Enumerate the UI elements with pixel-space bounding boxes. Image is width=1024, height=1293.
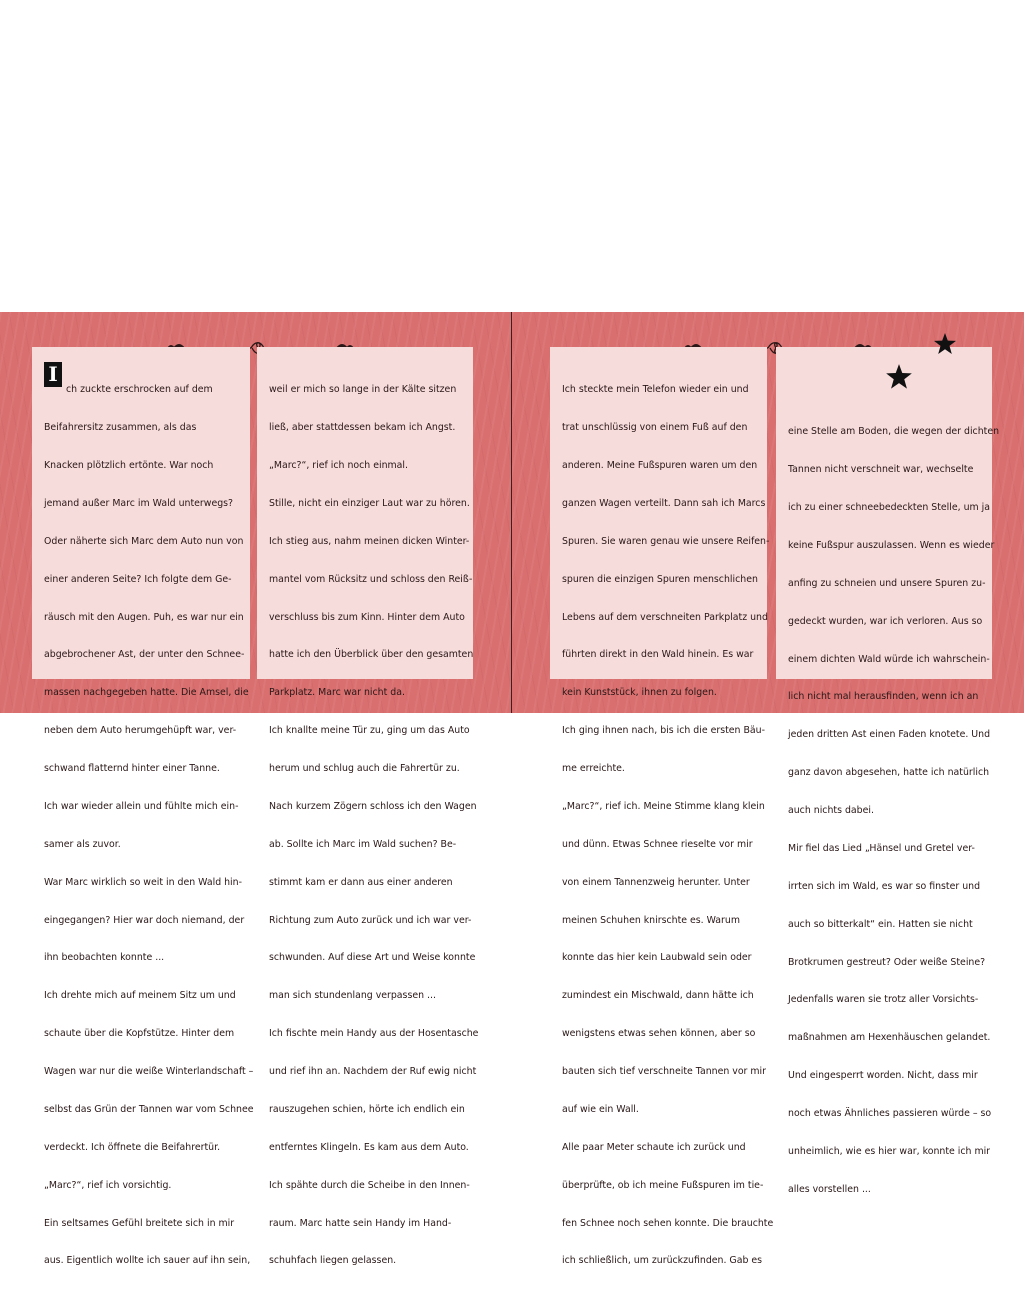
text-line: ließ, aber stattdessen bekam ich Angst. — [269, 422, 456, 434]
text-line: meinen Schuhen knirschte es. Warum — [562, 914, 740, 926]
text-line: verdeckt. Ich öffnete die Beifahrertür. — [44, 1141, 221, 1153]
text-line: irrten sich im Wald, es war so finster und — [788, 880, 981, 892]
text-line: konnte das hier kein Laubwald sein oder — [562, 952, 752, 964]
text-line: Jedenfalls waren sie trotz aller Vorsichts- — [788, 994, 979, 1006]
text-line: Ich war wieder allein und fühlte mich ein- — [44, 800, 239, 812]
text-line: schwunden. Auf diese Art und Weise konnte — [269, 952, 476, 964]
text-line: man sich stundenlang verpassen ... — [269, 990, 436, 1002]
text-line: Beifahrersitz zusammen, als das — [44, 422, 197, 434]
text-line: Ich ging ihnen nach, bis ich die ersten Bäu- — [562, 725, 765, 737]
text-line: Alle paar Meter schaute ich zurück und — [562, 1141, 746, 1153]
text-line: eine Stelle am Boden, die wegen der dichten — [788, 426, 1000, 438]
text-line: schuhfach liegen gelassen. — [269, 1255, 397, 1267]
text-line: und dünn. Etwas Schnee rieselte vor mir — [562, 838, 753, 850]
text-line: noch etwas Ähnliches passieren würde – so — [788, 1108, 992, 1119]
text-column — [562, 359, 774, 1293]
text-line: ganzen Wagen verteilt. Dann sah ich Marcs — [562, 497, 766, 509]
text-line: neben dem Auto herumgehüpft war, ver- — [44, 725, 237, 737]
text-line: entferntes Klingeln. Es kam aus dem Auto. — [269, 1141, 469, 1153]
text-line: herum und schlug auch die Fahrertür zu. — [269, 763, 460, 774]
text-line: Spuren. Sie waren genau wie unsere Reifen- — [562, 535, 770, 547]
text-line: auf wie ein Wall. — [562, 1103, 639, 1115]
text-line: Mir fiel das Lied „Hänsel und Gretel ver- — [788, 842, 975, 854]
text-line: kein Kunststück, ihnen zu folgen. — [562, 687, 717, 699]
text-line: me erreichte. — [562, 763, 625, 774]
text-line: eingegangen? Hier war doch niemand, der — [44, 914, 245, 926]
text-line: trat unschlüssig von einem Fuß auf den — [562, 422, 748, 434]
drop-cap: I — [44, 362, 62, 387]
right-page — [512, 312, 1024, 1267]
text-line: Richtung zum Auto zurück und ich war ver- — [269, 914, 472, 926]
text-line: keine Fußspur auszulassen. Wenn es wieder — [788, 539, 995, 551]
text-line: unheimlich, wie es hier war, konnte ich mir — [788, 1145, 991, 1157]
text-line: mantel vom Rücksitz und schloss den Reiß- — [269, 573, 473, 585]
book-spread — [0, 312, 1024, 1267]
text-line: rauszugehen schien, hörte ich endlich ein — [269, 1103, 465, 1115]
text-line: spuren die einzigen Spuren menschlichen — [562, 573, 758, 585]
text-line: „Marc?“, rief ich vorsichtig. — [44, 1179, 172, 1191]
text-line: hatte ich den Überblick über den gesamten — [269, 649, 474, 661]
text-line: von einem Tannenzweig herunter. Unter — [562, 876, 750, 888]
text-box-right-2 — [776, 347, 1000, 1195]
text-line: Ich spähte durch die Scheibe in den Innen- — [269, 1179, 470, 1191]
text-line: und rief ihn an. Nachdem der Ruf ewig nicht — [269, 1066, 477, 1077]
text-line: bauten sich tief verschneite Tannen vor mir — [562, 1066, 766, 1077]
text-line: Parkplatz. Marc war nicht da. — [269, 687, 405, 699]
text-line: ab. Sollte ich Marc im Wald suchen? Be- — [269, 838, 457, 850]
text-line: Brotkrumen gestreut? Oder weiße Steine? — [788, 956, 986, 968]
text-line: jeden dritten Ast einen Faden knotete. Und — [788, 729, 991, 741]
text-line: jemand außer Marc im Wald unterwegs? — [44, 497, 234, 509]
text-line: ch zuckte erschrocken auf dem — [66, 384, 213, 396]
text-line: samer als zuvor. — [44, 838, 121, 850]
text-line: Wagen war nur die weiße Winterlandschaft – — [44, 1066, 254, 1077]
text-line: schaute über die Kopfstütze. Hinter dem — [44, 1028, 235, 1040]
text-line: lich nicht mal herausfinden, wenn ich an — [788, 691, 979, 703]
text-line: stimmt kam er dann aus einer anderen — [269, 876, 453, 888]
text-line: raum. Marc hatte sein Handy im Hand- — [269, 1217, 452, 1229]
text-line: Knacken plötzlich ertönte. War noch — [44, 460, 214, 471]
star-icon — [933, 332, 957, 356]
text-line: ihn beobachten konnte ... — [44, 952, 165, 964]
text-box-left-2 — [257, 347, 479, 1267]
text-line: einer anderen Seite? Ich folgte dem Ge- — [44, 573, 232, 585]
text-line: Ein seltsames Gefühl breitete sich in mir — [44, 1217, 235, 1229]
text-line: War Marc wirklich so weit in den Wald hin- — [44, 876, 242, 888]
text-line: auch nichts dabei. — [788, 805, 874, 816]
text-line: Ich drehte mich auf meinem Sitz um und — [44, 990, 236, 1002]
text-line: auch so bitterkalt“ ein. Hatten sie nicht — [788, 918, 973, 930]
text-line: schwand flatternd hinter einer Tanne. — [44, 763, 220, 774]
text-line: alles vorstellen ... — [788, 1183, 871, 1195]
text-line: Tannen nicht verschneit war, wechselte — [788, 464, 974, 476]
text-line: „Marc?“, rief ich. Meine Stimme klang klein — [562, 800, 765, 812]
text-column — [44, 359, 254, 1293]
text-line: Oder näherte sich Marc dem Auto nun von — [44, 535, 244, 547]
text-line: gedeckt wurden, war ich verloren. Aus so — [788, 615, 983, 627]
text-line: ich zu einer schneebedeckten Stelle, um ja — [788, 502, 991, 513]
text-line: anfing zu schneien und unsere Spuren zu- — [788, 577, 986, 589]
text-line: Ich steckte mein Telefon wieder ein und — [562, 384, 749, 396]
text-line: wenigstens etwas sehen können, aber so — [562, 1028, 756, 1040]
text-line: Ich knallte meine Tür zu, ging um das Auto — [269, 725, 470, 737]
text-line: ganz davon abgesehen, hatte ich natürlich — [788, 767, 990, 779]
star-icon — [885, 363, 913, 391]
text-line: überprüfte, ob ich meine Fußspuren im tie- — [562, 1179, 764, 1191]
text-line: zumindest ein Mischwald, dann hätte ich — [562, 990, 754, 1002]
text-line: Lebens auf dem verschneiten Parkplatz und — [562, 611, 768, 623]
text-line: selbst das Grün der Tannen war vom Schnee — [44, 1103, 254, 1115]
text-line: maßnahmen am Hexenhäuschen gelandet. — [788, 1032, 991, 1044]
text-line: Ich stieg aus, nahm meinen dicken Winter- — [269, 535, 470, 547]
text-box-left-1 — [32, 347, 254, 1267]
text-line: Stille, nicht ein einziger Laut war zu hören. — [269, 497, 470, 509]
text-column — [788, 401, 1000, 1222]
text-line: Nach kurzem Zögern schloss ich den Wagen — [269, 800, 477, 812]
text-line: führten direkt in den Wald hinein. Es war — [562, 649, 754, 661]
text-line: „Marc?“, rief ich noch einmal. — [269, 460, 409, 471]
left-page — [0, 312, 512, 1267]
text-line: abgebrochener Ast, der unter den Schnee- — [44, 649, 245, 661]
text-line: Und eingesperrt worden. Nicht, dass mir — [788, 1070, 978, 1082]
text-line: aus. Eigentlich wollte ich sauer auf ihn sein, — [44, 1255, 251, 1267]
text-line: Ich fischte mein Handy aus der Hosentasche — [269, 1028, 479, 1040]
text-column — [269, 359, 479, 1293]
text-line: fen Schnee noch sehen konnte. Die brauchte — [562, 1217, 774, 1229]
text-line: räusch mit den Augen. Puh, es war nur ein — [44, 611, 244, 623]
text-box-right-1 — [550, 347, 774, 1267]
text-line: massen nachgegeben hatte. Die Amsel, die — [44, 687, 249, 699]
text-line: verschluss bis zum Kinn. Hinter dem Auto — [269, 611, 465, 623]
text-line: anderen. Meine Fußspuren waren um den — [562, 460, 758, 471]
text-line: ich schließlich, um zurückzufinden. Gab es — [562, 1255, 763, 1267]
text-line: weil er mich so lange in der Kälte sitzen — [269, 384, 457, 396]
text-line: einem dichten Wald würde ich wahrschein- — [788, 653, 990, 665]
